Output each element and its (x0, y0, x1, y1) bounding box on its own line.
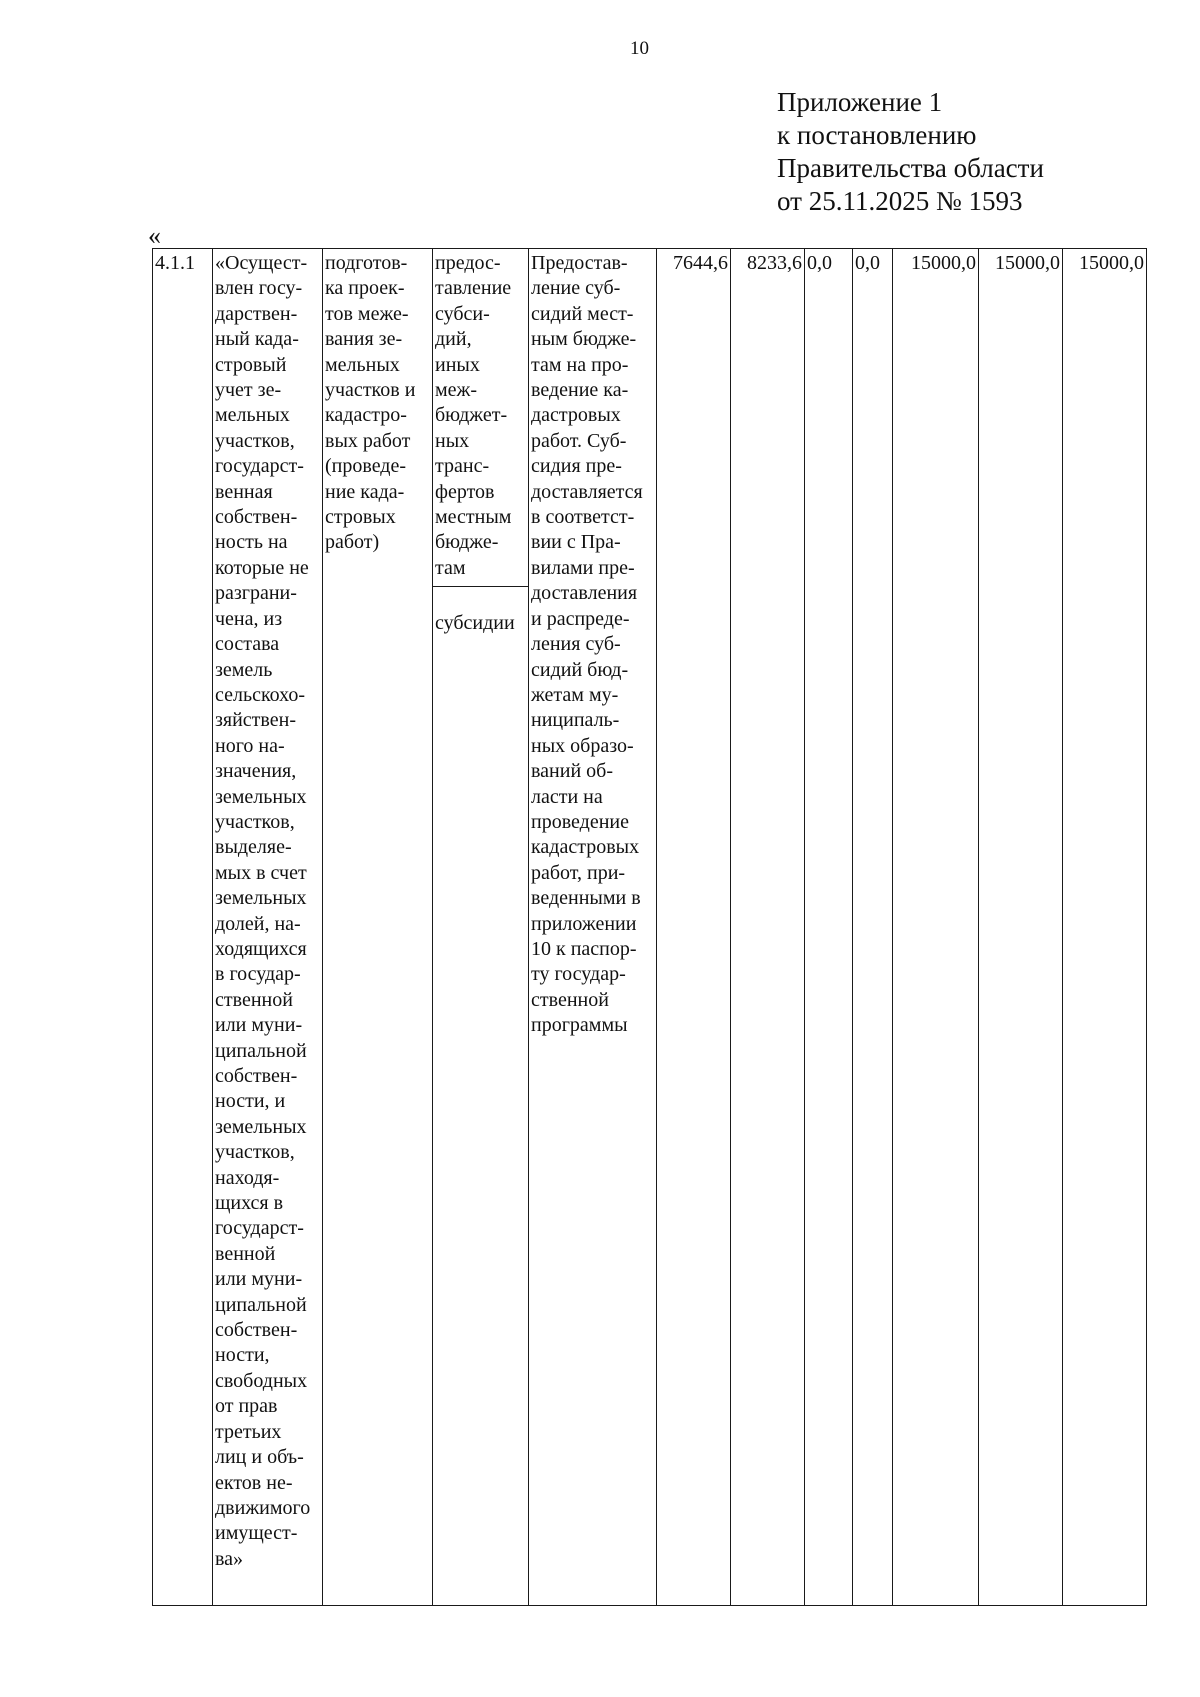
appendix-line: к постановлению (777, 120, 977, 150)
description-line: дастровых (531, 404, 621, 427)
activity-line: стровых (325, 506, 396, 529)
description-cell (529, 249, 657, 1606)
mechanism-line: бюдже- (435, 531, 499, 554)
result-line: ного на- (215, 734, 285, 757)
result-line: государст- (215, 455, 304, 478)
result-line: «Осущест- (215, 252, 308, 274)
mechanism-line: дий, (435, 328, 472, 351)
program-table (152, 248, 1147, 1606)
description-line: программы (531, 1014, 628, 1037)
result-line: зяйствен- (215, 709, 296, 732)
activity-line: вания зе- (325, 328, 403, 351)
result-line: собствен- (215, 506, 298, 529)
appendix-header (777, 86, 1044, 218)
result-line: ность на (215, 531, 288, 554)
result-line: земельных (215, 785, 307, 808)
mechanism-line: фертов (435, 480, 495, 503)
result-line: ный када- (215, 328, 299, 351)
description-line: сидия пре- (531, 455, 622, 478)
result-line: разграни- (215, 582, 297, 605)
result-line: ва» (215, 1547, 244, 1570)
activity-line: работ) (325, 531, 380, 554)
description-line: ваний об- (531, 760, 614, 783)
result-cell (213, 249, 323, 1606)
value-cell: 15000,0 (893, 249, 979, 1606)
result-line: ственной (215, 988, 293, 1011)
result-line: свободных (215, 1369, 308, 1392)
value-cell: 0,0 (805, 249, 853, 1606)
result-line: земель (215, 658, 273, 681)
result-line: чена, из (215, 607, 283, 630)
result-line: ектов не- (215, 1471, 293, 1494)
activity-line: подготов- (325, 252, 408, 274)
description-line: ления суб- (531, 633, 621, 656)
mechanism-line: местным (435, 506, 512, 529)
description-line: сидий бюд- (531, 658, 629, 681)
result-line: долей, на- (215, 912, 301, 935)
description-line: проведение (531, 810, 629, 833)
result-line: учет зе- (215, 379, 282, 402)
description-line: вилами пре- (531, 556, 635, 579)
result-line: в государ- (215, 963, 301, 986)
description-line: Предостав- (531, 252, 628, 274)
value-cell: 15000,0 (979, 249, 1063, 1606)
result-line: имущест- (215, 1522, 298, 1545)
result-line: ципальной (215, 1039, 307, 1062)
activity-cell (323, 249, 433, 1606)
description-line: работ, при- (531, 861, 626, 884)
result-line: земельных (215, 887, 307, 910)
result-line: ходящихся (215, 937, 307, 960)
description-line: 10 к паспор- (531, 937, 637, 960)
activity-line: вых работ (325, 429, 411, 452)
result-line: участков, (215, 1141, 295, 1164)
result-line: стровый (215, 353, 287, 376)
result-line: состава (215, 633, 280, 656)
description-line: кадастровых (531, 836, 640, 859)
result-line: третьих (215, 1420, 282, 1443)
mechanism-line: там (435, 556, 466, 579)
result-line: влен госу- (215, 277, 303, 300)
result-line: выделяе- (215, 836, 292, 859)
result-line: мельных (215, 404, 290, 427)
description-line: доставления (531, 582, 638, 605)
opening-quote: « (148, 221, 161, 250)
description-line: ту государ- (531, 963, 626, 986)
result-line: ности, и (215, 1090, 286, 1113)
description-line: ственной (531, 988, 609, 1011)
result-line: дарствен- (215, 302, 298, 325)
result-line: щихся в (215, 1192, 284, 1215)
description-line: сидий мест- (531, 302, 634, 325)
result-line: ности, (215, 1344, 270, 1367)
result-line: от прав (215, 1395, 278, 1418)
result-line: значения, (215, 760, 297, 783)
mechanism-line: тавление (435, 277, 512, 300)
result-line: или муни- (215, 1014, 303, 1037)
result-line: венная (215, 480, 273, 503)
description-line: и распреде- (531, 607, 630, 630)
appendix-line: Правительства области (777, 153, 1044, 183)
appendix-line: от 25.11.2025 № 1593 (777, 186, 1023, 216)
result-line: собствен- (215, 1319, 298, 1342)
row-code: 4.1.1 (153, 249, 213, 1606)
result-line: участков, (215, 810, 295, 833)
result-line: или муни- (215, 1268, 303, 1291)
mechanism-top (433, 249, 528, 587)
result-line: собствен- (215, 1065, 298, 1087)
activity-line: кадастро- (325, 404, 407, 427)
appendix-line: Приложение 1 (777, 87, 943, 117)
page-number: 10 (630, 38, 649, 59)
mechanism-line: транс- (435, 455, 490, 478)
result-line: сельскохо- (215, 683, 306, 706)
result-line: венной (215, 1242, 276, 1265)
description-line: в соответст- (531, 506, 635, 529)
result-line: находя- (215, 1166, 280, 1189)
description-line: вии с Пра- (531, 531, 621, 554)
result-line: движимого (215, 1496, 311, 1519)
table-row (153, 249, 1147, 1606)
description-line: доставляется (531, 480, 643, 503)
mechanism-line: иных (435, 353, 480, 376)
result-line: земельных (215, 1115, 307, 1138)
result-line: участков, (215, 429, 295, 452)
activity-line: мельных (325, 353, 400, 376)
result-line: мых в счет (215, 861, 307, 884)
result-line: лиц и объ- (215, 1446, 304, 1469)
activity-line: ка проек- (325, 277, 405, 300)
description-line: там на про- (531, 353, 629, 376)
description-line: работ. Суб- (531, 429, 627, 452)
mechanism-line: бюджет- (435, 404, 508, 427)
mechanism-line: меж- (435, 379, 478, 402)
description-line: приложении (531, 912, 637, 935)
value-cell: 0,0 (853, 249, 893, 1606)
value-cell: 8233,6 (731, 249, 805, 1606)
activity-line: ние када- (325, 480, 405, 503)
activity-line: участков и (325, 379, 416, 402)
value-cell: 7644,6 (657, 249, 731, 1606)
description-line: жетам му- (531, 683, 619, 706)
description-line: ниципаль- (531, 709, 620, 732)
mechanism-subsidies: субсидии (435, 612, 515, 634)
activity-line: тов меже- (325, 302, 409, 325)
description-line: ных образо- (531, 734, 634, 757)
description-line: ление суб- (531, 277, 621, 300)
mechanism-line: ных (435, 429, 470, 452)
result-line: ципальной (215, 1293, 307, 1316)
value-cell: 15000,0 (1063, 249, 1147, 1606)
mechanism-cell (433, 249, 529, 1606)
mechanism-line: субси- (435, 302, 490, 325)
result-line: которые не (215, 556, 309, 579)
description-line: веденными в (531, 887, 641, 910)
description-line: ным бюдже- (531, 328, 637, 351)
description-line: ласти на (531, 785, 603, 808)
description-line: ведение ка- (531, 379, 629, 402)
mechanism-line: предос- (435, 252, 501, 274)
result-line: государст- (215, 1217, 304, 1240)
activity-line: (проведе- (325, 455, 407, 478)
